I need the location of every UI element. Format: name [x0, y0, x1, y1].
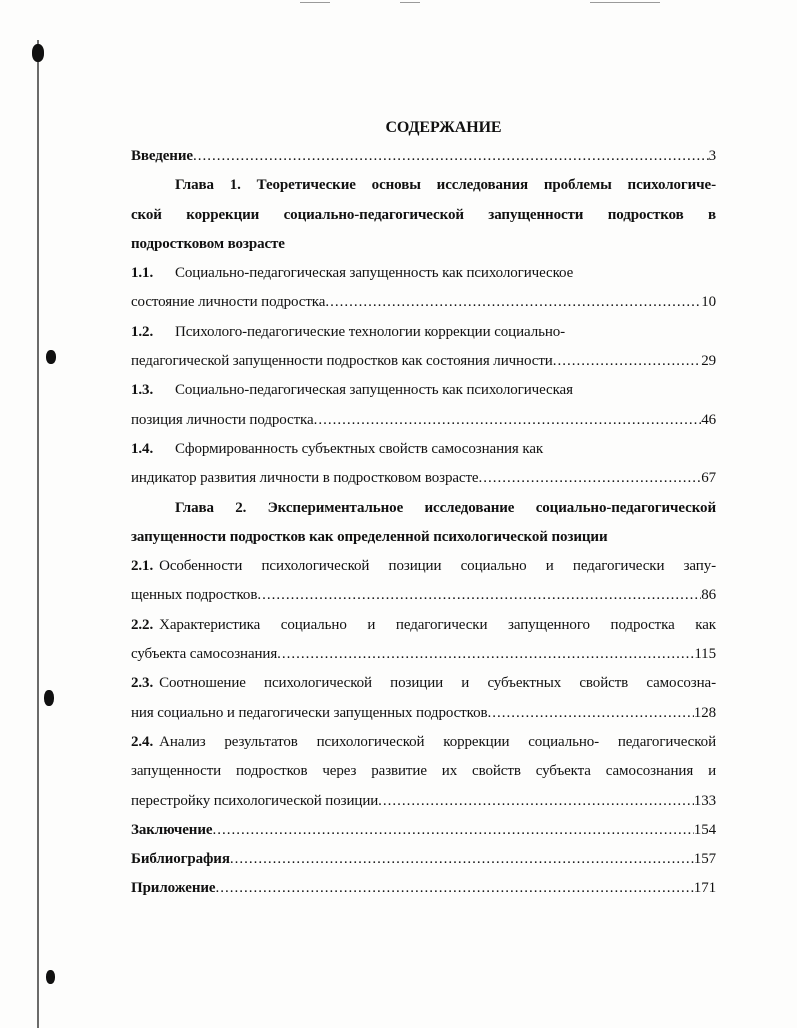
toc-entry-1-2-cont: педагогической запущенности подростков как состояния личности ..... 29: [131, 347, 716, 376]
binding-hole-mark: [46, 350, 56, 364]
toc-entry-2-4-cont: запущенности подростков через развитие их свойств субъекта самосознания и: [131, 763, 716, 780]
toc-entry-1-3-cont: позиция личности подростка ..... 46: [131, 406, 716, 435]
toc-entry-2-2-cont: субъекта самосознания ..... 115: [131, 640, 716, 669]
toc-entry-2-3-cont: ния социально и педагогически запущенных подростков ..... 128: [131, 699, 716, 728]
binding-hole-mark: [46, 970, 55, 984]
toc-entry-conclusion: Заключение ..... 154: [131, 816, 716, 845]
toc-entry-1-1-cont: состояние личности подростка ..... 10: [131, 288, 716, 317]
scan-mark: [400, 2, 420, 3]
toc-entry-2-4-end: перестройку психологической позиции ..... 133: [131, 787, 716, 816]
toc-entry-2-2: 2.2. Характеристика социально и педагогически запущенного подростка как: [131, 616, 716, 633]
toc-entry-1-3: 1.3. Социально-педагогическая запущенность как психологическая: [131, 382, 573, 399]
toc-entry-2-1: 2.1. Особенности психологической позиции социально и педагогически запу-: [131, 558, 716, 575]
toc-entry-2-3: 2.3. Соотношение психологической позиции и субъектных свойств самосозна-: [131, 675, 716, 692]
toc-entry-1-2: 1.2. Психолого-педагогические технологии коррекции социально-: [131, 323, 566, 340]
toc-entry-1-1: 1.1. Социально-педагогическая запущенность как психологическое: [131, 265, 574, 282]
toc-entry-bibliography: Библиография ..... 157: [131, 845, 716, 874]
page-title: СОДЕРЖАНИЕ: [385, 119, 502, 136]
binding-edge: [34, 40, 42, 1028]
binding-hole-mark: [32, 44, 44, 62]
toc-entry-2-1-cont: щенных подростков ..... 86: [131, 581, 716, 610]
table-of-contents: [131, 114, 716, 904]
chapter2-heading-cont: запущенности подростков как определенной психологической позиции: [131, 528, 608, 545]
chapter1-heading-end: подростковом возрасте: [131, 235, 285, 252]
chapter2-heading: Глава 2. Экспериментальное исследование социально-педагогической: [175, 499, 716, 516]
binding-hole-mark: [44, 690, 54, 706]
binding-line: [37, 40, 39, 1028]
toc-entry-intro: Введение ..... 3: [131, 142, 716, 171]
toc-entry-2-4: 2.4. Анализ результатов психологической коррекции социально- педагогической: [131, 733, 716, 750]
chapter1-heading: Глава 1. Теоретические основы исследования проблемы психологиче-: [175, 177, 716, 194]
toc-entry-1-4: 1.4. Сформированность субъектных свойств самосознания как: [131, 440, 544, 457]
toc-entry-appendix: Приложение ..... 171: [131, 874, 716, 903]
chapter1-heading-cont: ской коррекции социально-педагогической запущенности подростков в: [131, 206, 716, 223]
scan-mark: [590, 2, 660, 3]
toc-entry-1-4-cont: индикатор развития личности в подростковом возрасте ..... 67: [131, 464, 716, 493]
scan-mark: [300, 2, 330, 3]
